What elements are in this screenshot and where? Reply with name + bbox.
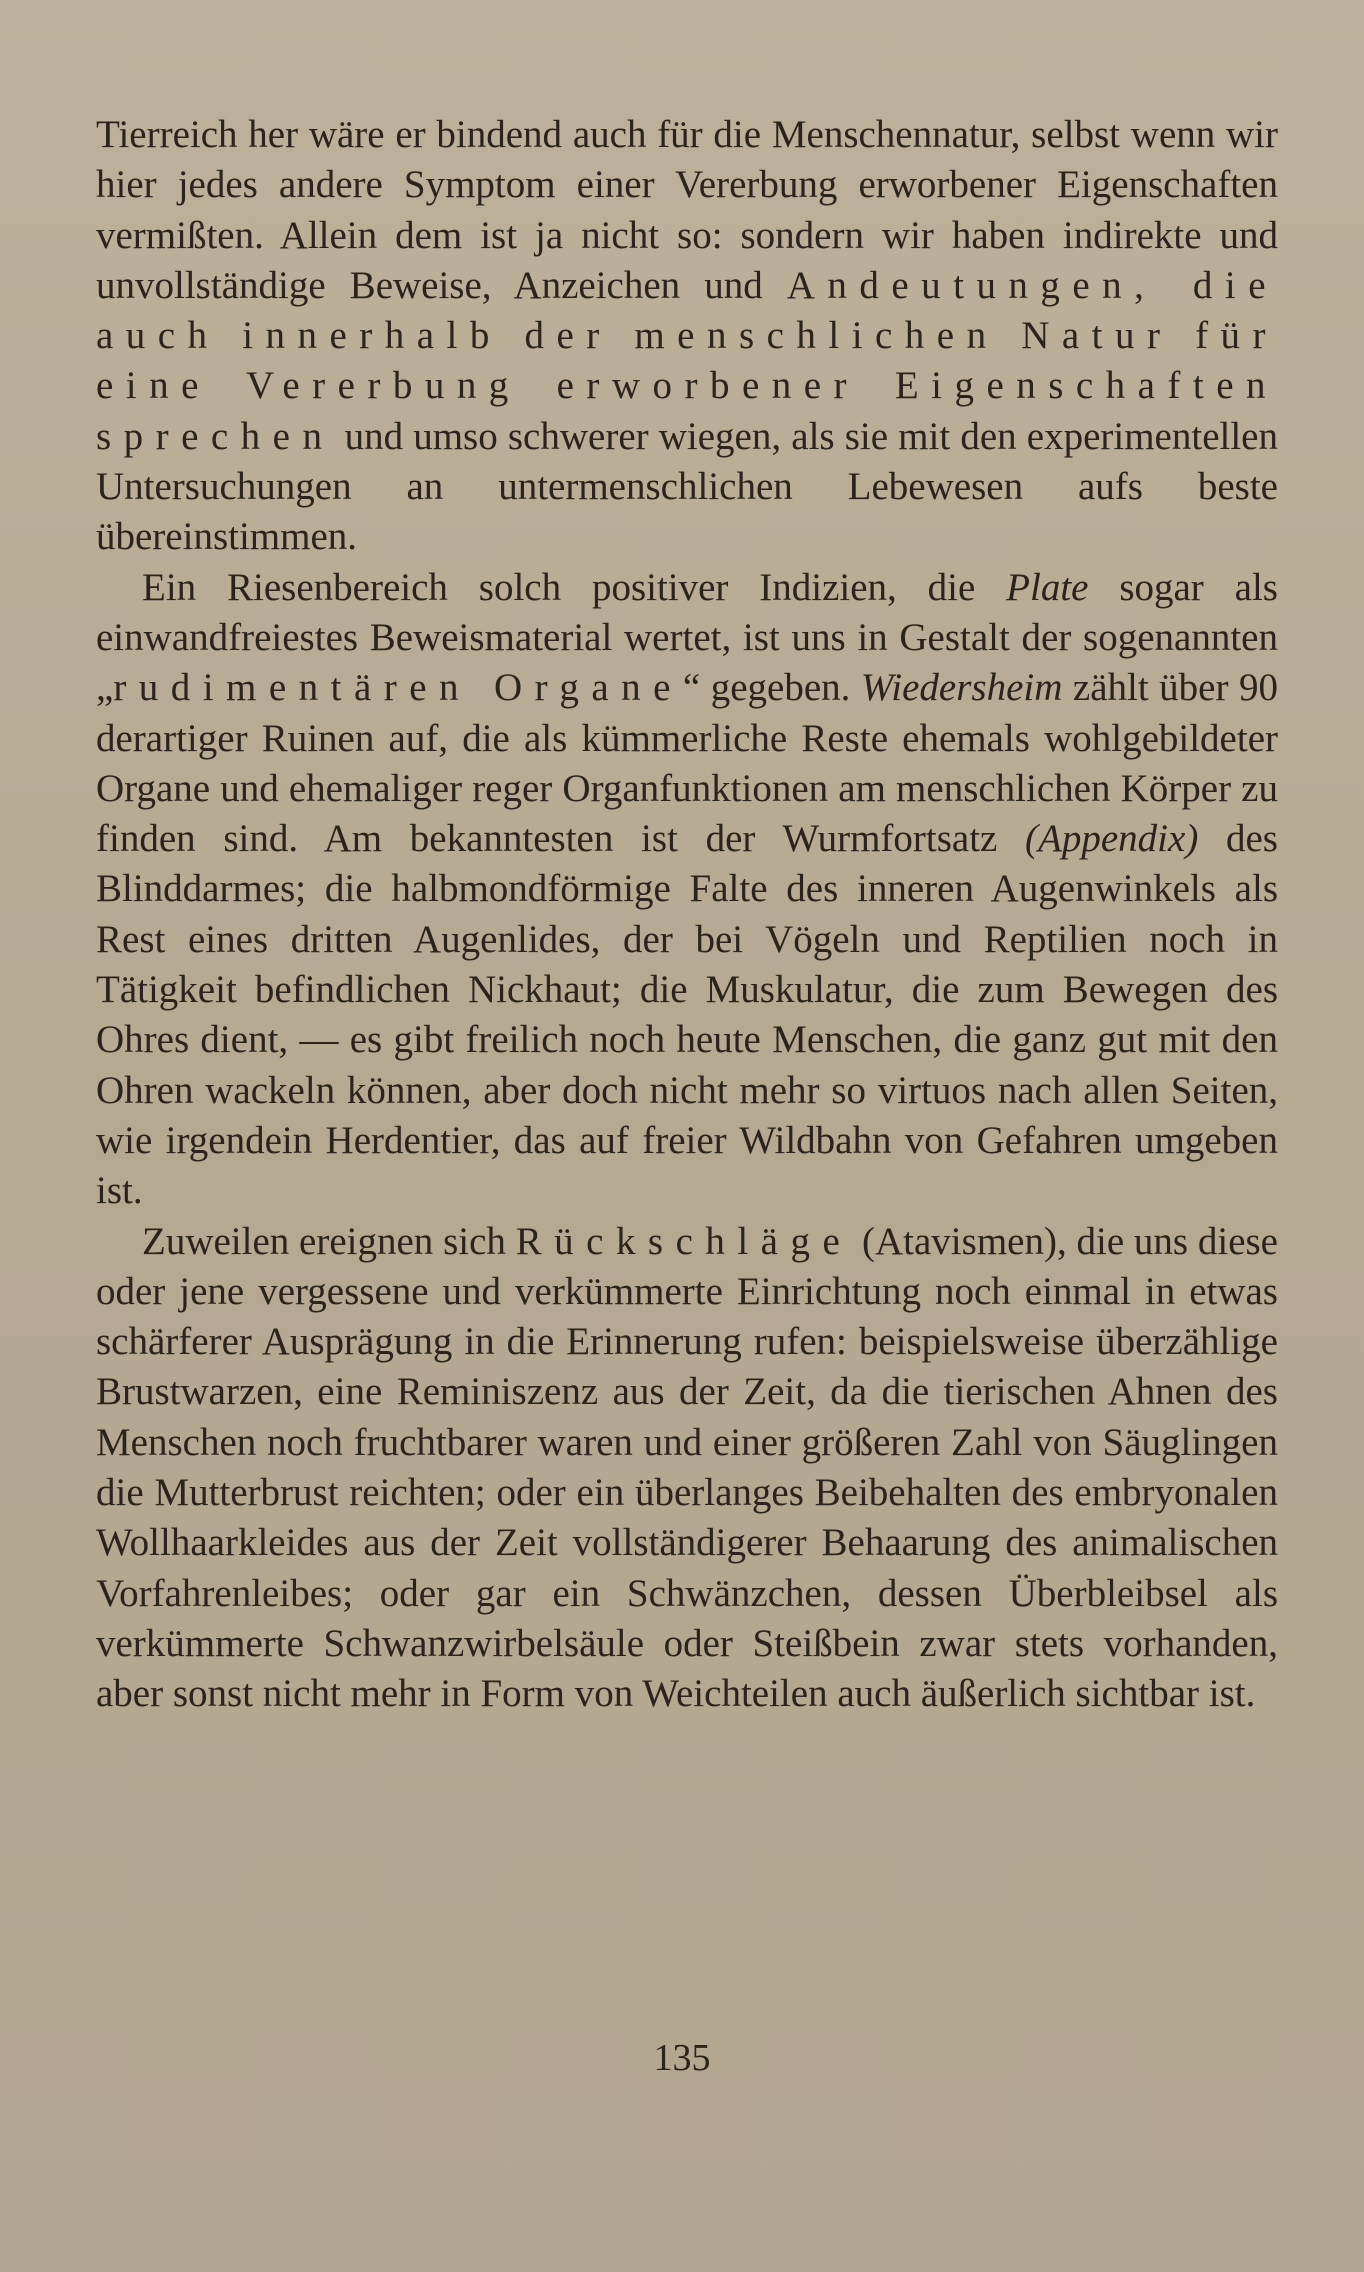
text-run: zählt über 90 derartiger Ruinen auf, die als kümmerliche Reste ehemals wohlgebildeter Organe und ehemaliger reger Organfunktionen am menschlichen Körper zu finden sind. Am bekanntesten ist der Wurmfortsatz [96,666,1278,861]
text-run: Tierreich her wäre er bindend auch für die Menschennatur, selbst wenn wir hier jedes andere Symptom einer Vererbung erworbener Eigenschaften vermißten. Allein dem ist ja nicht so: sondern wir haben indirekte und unvollständige Beweise, Anzeichen und [96,113,1278,307]
text-run: des Blinddarmes; die halbmondförmige Falte des inneren Augenwinkels als Rest eines dritten Augenlides, der bei Vögeln und Reptilien noch in Tätigkeit befindlichen Nickhaut; die Muskulatur, die zum Bewegen des Ohres dient, — es gibt freilich noch heute Menschen, die ganz gut mit den Ohren wackeln können, aber doch nicht mehr so virtuos nach allen Seiten, wie irgendein Herdentier, das auf freier Wildbahn von Gefahren umgeben ist. [96,817,1278,1213]
text-run: “ gegeben. [682,666,861,710]
text-run: (Atavismen), die uns diese oder jene vergessene und verkümmerte Einrichtung noch einmal in etwas schärferer Ausprägung in die Erinnerung rufen: beispielsweise überzählige Brustwarzen, eine Reminiszenz aus der Zeit, da die tierischen Ahnen des Menschen noch fruchtbarer waren und einer größeren Zahl von Säuglingen die Mutterbrust reichten; oder ein überlanges Beibehalten des embryonalen Wollhaarkleides aus der Zeit vollständigerer Behaarung des animalischen Vorfahrenleibes; oder gar ein Schwänzchen, dessen Überbleibsel als verkümmerte Schwanzwirbelsäule oder Steißbein zwar stets vorhanden, aber sonst nicht mehr in Form von Weichteilen auch äußerlich sichtbar ist. [96,1219,1278,1716]
paragraph [96,563,1278,1217]
spaced-text: Rückschläge [515,1219,853,1263]
spaced-text: rudimentären Organe [113,666,683,710]
paragraph [96,1217,1278,1720]
text-run: und umso schwerer wiegen, als sie mit den experimentellen Untersuchungen an untermenschlichen Lebewesen aufs beste übereinstimmen. [96,414,1278,559]
italic-text: Plate [1006,565,1089,609]
italic-text: Wiedersheim [860,666,1063,710]
text-run: Zuweilen ereignen sich [142,1219,516,1263]
italic-text: (Appendix) [1025,817,1199,861]
paragraph [96,110,1278,563]
text-run: sogar als einwandfreiestes Beweismaterial wertet, ist uns in Gestalt der sogenannten „ [96,565,1278,710]
page-number: 135 [653,2037,711,2079]
spaced-text: Andeutungen, die auch innerhalb der menschlichen Natur für eine Vererbung erworbener Eigenschaften sprechen [96,263,1278,458]
text-run: Ein Riesenbereich solch positiver Indizien, die [142,565,1007,609]
body-text [96,110,1278,1720]
